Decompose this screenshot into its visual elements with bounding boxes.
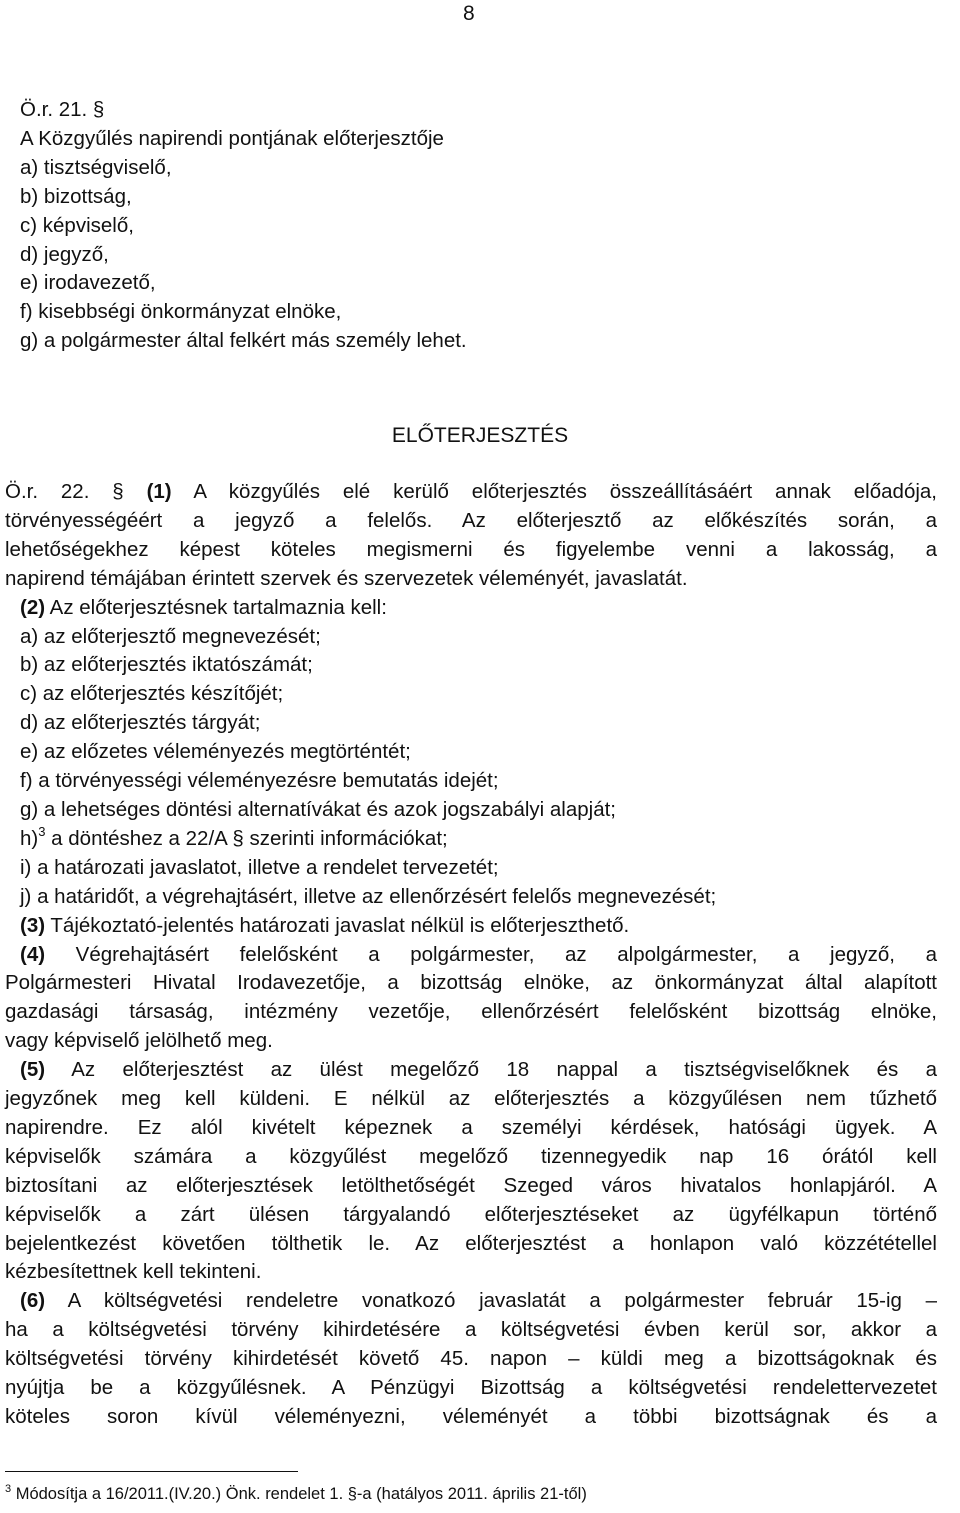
paragraph-line: nyújtja be a közgyűlésnek. A Pénzügyi Bizottság a költségvetési rendelettervezetet	[5, 1376, 937, 1400]
list-item: d) jegyző,	[20, 242, 109, 266]
article-22	[5, 478, 937, 1432]
list-item: i) a határozati javaslatot, illetve a rendelet tervezetét;	[20, 855, 499, 879]
section-title: ELŐTERJESZTÉS	[391, 424, 569, 447]
list-item: e) irodavezető,	[20, 271, 156, 295]
paragraph-text: Végrehajtásért felelősként a polgármester, az alpolgármester, a jegyző, a	[75, 942, 937, 966]
article-21	[20, 96, 952, 356]
paragraph-line: köteles soron kívül véleményezni, véleményét a többi bizottságnak és a	[5, 1405, 937, 1428]
paragraph-line: képviselők számára a közgyűlést megelőző tizennegyedik nap 16 órától kell	[5, 1144, 937, 1168]
paragraph-label: (6)	[20, 1289, 46, 1313]
list-item: d) az előterjesztés tárgyát;	[20, 711, 261, 735]
paragraph-line: napirendre. Ez alól kivételt képeznek a személyi kérdések, hatósági ügyek. A	[5, 1115, 937, 1139]
list-item: j) a határidőt, a végrehajtásért, illetve az ellenőrzésért felelős megnevezését;	[20, 884, 717, 908]
paragraph-label: (5)	[20, 1058, 46, 1082]
list-item: c) képviselő,	[20, 213, 134, 237]
paragraph-line	[5, 941, 937, 970]
paragraph-line: napirend témájában érintett szervek és szervezetek véleményét, javaslatát.	[5, 566, 688, 590]
paragraph-label: (4)	[20, 942, 46, 966]
paragraph-text: Az előterjesztést az ülést megelőző 18 nappal a tisztségviselőknek és a	[71, 1058, 937, 1082]
page-number: 8	[463, 2, 475, 25]
paragraph-line: költségvetési törvény kihirdetését követő 45. napon – küldi meg a bizottságoknak és	[5, 1347, 937, 1371]
paragraph-line: kézbesítettnek kell tekinteni.	[5, 1260, 262, 1284]
paragraph-line	[5, 912, 937, 941]
article-heading: Ö.r. 21. §	[20, 98, 105, 121]
footnote-marker: 3	[5, 1483, 12, 1495]
list-item-prefix: h)	[20, 826, 39, 850]
footnote	[5, 1483, 587, 1505]
list-item: b) bizottság,	[20, 184, 132, 208]
footnote-text: Módosítja a 16/2011.(IV.20.) Önk. rendelet 1. §-a (hatályos 2011. április 21-től)	[11, 1485, 587, 1503]
paragraph-label: (3)	[20, 913, 46, 937]
footnote-ref: 3	[38, 823, 46, 839]
article-intro: A Közgyűlés napirendi pontjának előterjesztője	[20, 126, 444, 150]
paragraph-line	[5, 594, 937, 623]
list-item	[5, 825, 937, 854]
paragraph-line: ha a költségvetési törvény kihirdetésére a költségvetési évben kerül sor, akkor a	[5, 1318, 937, 1342]
paragraph-line: Polgármesteri Hivatal Irodavezetője, a bizottság elnöke, az önkormányzat által alapított	[5, 971, 937, 995]
list-item: g) a lehetséges döntési alternatívákat és azok jogszabályi alapját;	[20, 797, 617, 821]
list-item: b) az előterjesztés iktatószámát;	[20, 653, 313, 677]
paragraph-text: Tájékoztató-jelentés határozati javaslat nélkül is előterjeszthető.	[50, 913, 630, 937]
article-ref: Ö.r. 22. §	[5, 480, 124, 503]
paragraph-line: vagy képviselő jelölhető meg.	[5, 1029, 273, 1053]
footnote-divider	[5, 1471, 298, 1472]
paragraph-text: Az előterjesztésnek tartalmaznia kell:	[49, 595, 387, 619]
paragraph-line	[5, 1287, 937, 1316]
list-item: a) az előterjesztő megnevezését;	[20, 624, 321, 648]
paragraph-line: biztosítani az előterjesztések letölthetőségét Szeged város hivatalos honlapjáról. A	[5, 1173, 937, 1197]
list-item-text: a döntéshez a 22/A § szerinti információkat;	[45, 826, 448, 850]
paragraph-label: (1)	[146, 480, 172, 503]
paragraph-line	[5, 478, 937, 507]
paragraph-text: A költségvetési rendeletre vonatkozó javaslatát a polgármester február 15-ig –	[67, 1289, 937, 1313]
list-item: g) a polgármester által felkért más személy lehet.	[20, 329, 467, 353]
paragraph-line: törvényességéért a jegyző a felelős. Az előterjesztő az előkészítés során, a	[5, 508, 937, 532]
paragraph-line: bejelentkezést követően tölthetik le. Az előterjesztést a honlapon való közzététellel	[5, 1231, 937, 1255]
paragraph-line	[5, 1056, 937, 1085]
paragraph-text: A közgyűlés elé kerülő előterjesztés összeállításáért annak előadója,	[193, 480, 937, 503]
paragraph-label: (2)	[20, 595, 46, 619]
list-item: a) tisztségviselő,	[20, 155, 172, 179]
paragraph-line: képviselők a zárt ülésen tárgyalandó előterjesztéseket az ügyfélkapun történő	[5, 1202, 937, 1226]
list-item: c) az előterjesztés készítőjét;	[20, 682, 284, 706]
paragraph-line: gazdasági társaság, intézmény vezetője, ellenőrzésért felelősként bizottság elnöke,	[5, 1000, 937, 1024]
paragraph-line: jegyzőnek meg kell küldeni. E nélkül az előterjesztés a közgyűlésen nem tűzhető	[5, 1087, 937, 1111]
paragraph-line: lehetőségekhez képest köteles megismerni és figyelembe venni a lakosság, a	[5, 537, 937, 561]
list-item: f) kisebbségi önkormányzat elnöke,	[20, 300, 342, 324]
list-item: f) a törvényességi véleményezésre bemutatás idejét;	[20, 769, 499, 793]
list-item: e) az előzetes véleményezés megtörténtét;	[20, 740, 411, 764]
